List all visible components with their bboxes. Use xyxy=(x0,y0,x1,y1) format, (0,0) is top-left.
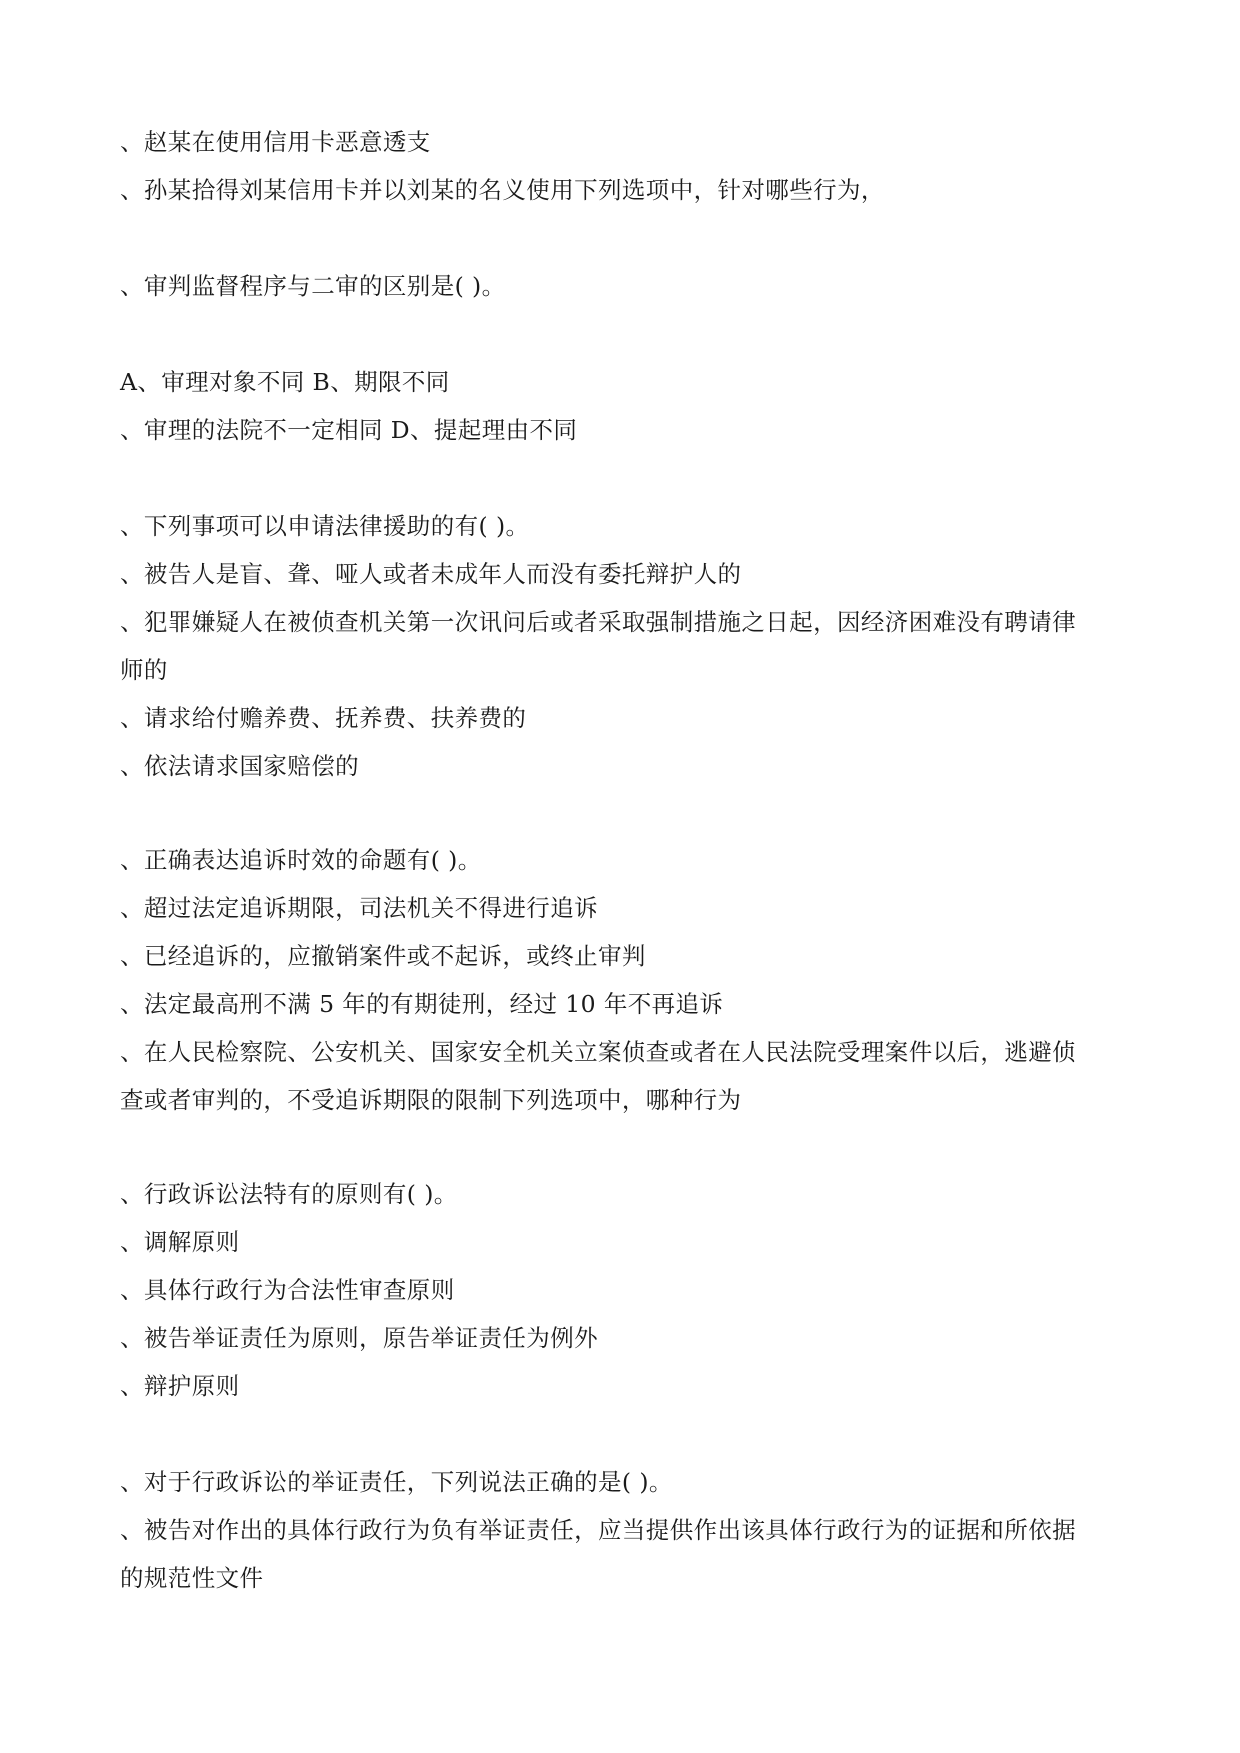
document-page xyxy=(120,118,1130,1602)
option-line: 、具体行政行为合法性审查原则 xyxy=(120,1276,455,1304)
text-line: 、孙某拾得刘某信用卡并以刘某的名义使用下列选项中，针对哪些行为， xyxy=(120,176,885,204)
option-line: 、在人民检察院、公安机关、国家安全机关立案侦查或者在人民法院受理案件以后，逃避侦 xyxy=(120,1038,1076,1066)
option-line: 、辩护原则 xyxy=(120,1372,240,1400)
option-line-continuation: 师的 xyxy=(120,656,168,684)
question-title: 、行政诉讼法特有的原则有( )。 xyxy=(120,1180,458,1208)
option-line: 、审理的法院不一定相同 D、提起理由不同 xyxy=(120,416,578,444)
question-title: 、对于行政诉讼的举证责任，下列说法正确的是( )。 xyxy=(120,1468,673,1496)
option-line: 、已经追诉的，应撤销案件或不起诉，或终止审判 xyxy=(120,942,646,970)
option-line: 、调解原则 xyxy=(120,1228,240,1256)
option-line: 、法定最高刑不满 5 年的有期徒刑，经过 10 年不再追诉 xyxy=(120,990,724,1018)
option-line: 、被告对作出的具体行政行为负有举证责任，应当提供作出该具体行政行为的证据和所依据 xyxy=(120,1516,1076,1544)
option-line: 、请求给付赡养费、抚养费、扶养费的 xyxy=(120,704,527,732)
option-line: 、依法请求国家赔偿的 xyxy=(120,752,359,780)
question-title: 、审判监督程序与二审的区别是( )。 xyxy=(120,272,506,300)
option-line-continuation: 查或者审判的，不受追诉期限的限制下列选项中，哪种行为 xyxy=(120,1086,742,1114)
option-line-continuation: 的规范性文件 xyxy=(120,1564,264,1592)
question-title: 、正确表达追诉时效的命题有( )。 xyxy=(120,846,482,874)
text-line: 、赵某在使用信用卡恶意透支 xyxy=(120,128,431,156)
option-line: 、被告人是盲、聋、哑人或者未成年人而没有委托辩护人的 xyxy=(120,560,742,588)
option-line: 、被告举证责任为原则，原告举证责任为例外 xyxy=(120,1324,598,1352)
question-title: 、下列事项可以申请法律援助的有( )。 xyxy=(120,512,530,540)
option-line: A、审理对象不同 B、期限不同 xyxy=(120,368,450,396)
option-line: 、犯罪嫌疑人在被侦查机关第一次讯问后或者采取强制措施之日起，因经济困难没有聘请律 xyxy=(120,608,1076,636)
option-line: 、超过法定追诉期限，司法机关不得进行追诉 xyxy=(120,894,598,922)
